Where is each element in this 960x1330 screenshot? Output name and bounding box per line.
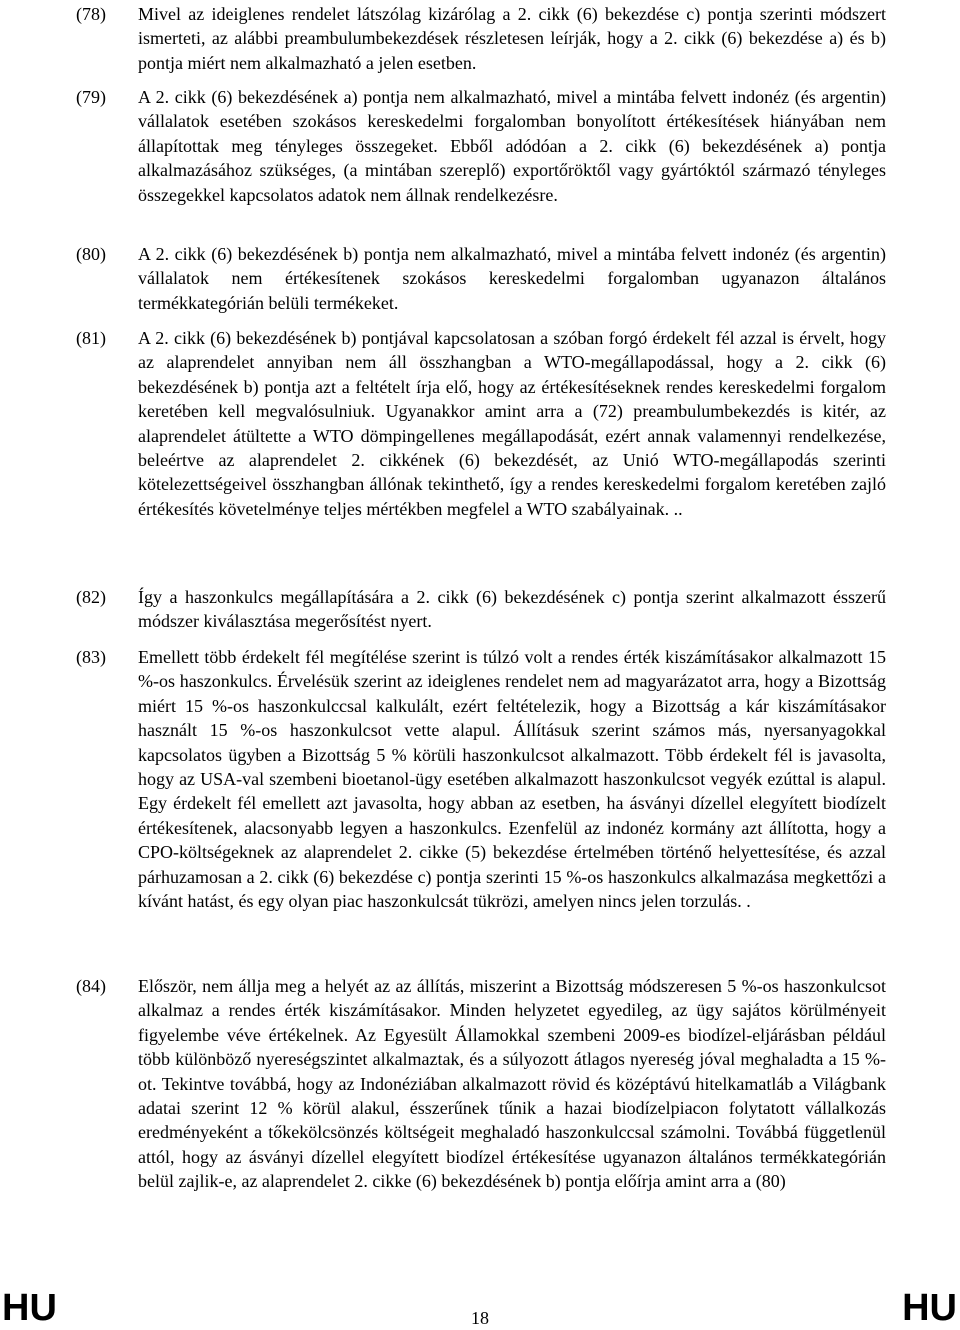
recital-text: A 2. cikk (6) bekezdésének b) pontjával kapcsolatosan a szóban forgó érdekelt fél azzal is érvelt, hogy az alaprendelet annyiban nem áll összhangban a WTO-megállapodással, hogy a 2. cikk (6) bekezdésének b) pontja azt a feltételt írja elő, hogy az értékesítéseknek rendes kereskedelmi forgalom keretében kell megvalósulniuk. Ugyanakkor amint arra a (72) preambulumbekezdés is kitér, az alaprendelet átültette a WTO dömpingellenes megállapodását, ezért annak valamennyi rendelkezése, beleértve az alaprendelet 2. cikkének (6) bekezdését, az Unió WTO-megállapodás szerinti kötelezettségeivel összhangban állónak tekinthető, így a rendes kereskedelmi forgalom keretében zajló értékesítés követelménye teljes mértékben megfelel a WTO szabályainak. .. bbox=[138, 328, 886, 519]
footer-language-label-left: HU bbox=[2, 1287, 57, 1329]
recital-text: Emellett több érdekelt fél megítélése szerint is túlzó volt a rendes érték kiszámításakor alkalmazott 15 %-os haszonkulcs. Érvelésük szerint az ideiglenes rendelet nem ad magyarázatot arra, hogy a Bizottság miért 15 %-os haszonkulccsal kalkulált, ezért feltételezik, hogy a Bizottság a kár kiszámításakor használt 15 %-os haszonkulcsot vette alapul. Állításuk szerint számos más, nyersanyagokkal kapcsolatos ügyben a Bizottság 5 % körüli haszonkulcsot alkalmazott. Több érdekelt fél is javasolta, hogy az USA-val szembeni bioetanol-ügy esetében alkalmazott haszonkulcsot vegyék ezúttal is alapul. Egy érdekelt fél emellett azt javasolta, hogy abban az esetben, ha ásványi dízellel elegyített biodízelt értékesítenek, alacsonyabb legyen a haszonkulcs. Ezenfelül az indonéz kormány azt állította, hogy a CPO-költségeknek az alaprendelet 2. cikke (5) bekezdése értelmében történő helyettesítése, és azzal párhuzamosan a 2. cikk (6) bekezdése c) pontja szerinti 15 %-os haszonkulcs alkalmazása megkettőzi a kívánt hatást, és egy olyan piac haszonkulcsát tükrözi, amelyen nincs jelen torzulás. . bbox=[138, 647, 886, 912]
recital-number: (83) bbox=[76, 647, 106, 667]
page-number: 18 bbox=[471, 1308, 489, 1328]
recital-number: (81) bbox=[76, 328, 106, 348]
recital-text: A 2. cikk (6) bekezdésének b) pontja nem alkalmazható, mivel a mintába felvett indonéz (és argentin) vállalatok nem értékesítenek szokásos kereskedelmi forgalomban ugyanazon általános termékkategórián belüli termékeket. bbox=[138, 244, 886, 313]
recital-number: (80) bbox=[76, 244, 106, 264]
recital-82 bbox=[76, 585, 886, 634]
recital-number: (79) bbox=[76, 87, 106, 107]
recital-79 bbox=[76, 85, 886, 207]
recital-81 bbox=[76, 326, 886, 521]
recital-number: (84) bbox=[76, 976, 106, 996]
footer-language-label-right: HU bbox=[902, 1287, 957, 1329]
recital-number: (82) bbox=[76, 587, 106, 607]
recital-number: (78) bbox=[76, 4, 106, 24]
recital-text: Így a haszonkulcs megállapítására a 2. cikk (6) bekezdésének c) pontja szerint alkalmazott ésszerű módszer kiválasztása megerősítést nyert. bbox=[138, 587, 886, 632]
recital-text: A 2. cikk (6) bekezdésének a) pontja nem alkalmazható, mivel a mintába felvett indonéz (és argentin) vállalatok esetében szokásos kereskedelmi forgalomban bonyolított értékesítések hiányában nem állapítottak meg tényleges összegeket. Ebből adódóan a 2. cikk (6) bekezdésének a) pontja alkalmazásához szükséges, (a mintában szereplő) exportőröktől vagy gyártóktól származó tényleges összegekkel kapcsolatos adatok nem állnak rendelkezésre. bbox=[138, 87, 886, 205]
recital-text: Mivel az ideiglenes rendelet látszólag kizárólag a 2. cikk (6) bekezdése c) pontja szerinti módszert ismerteti, az alábbi preambulumbekezdések részletesen leírják, hogy a 2. cikk (6) bekezdése a) és b) pontja miért nem alkalmazható a jelen esetben. bbox=[138, 4, 886, 73]
recital-text: Először, nem állja meg a helyét az az állítás, miszerint a Bizottság módszeresen 5 %-os haszonkulcsot alkalmaz a rendes érték kiszámításakor. Minden helyzetet egyedileg, az ügy sajátos körülményeit figyelembe véve értékelnek. Az Egyesült Államokkal szembeni 2009-es biodízel-eljárásban például több különböző nyereségszintet alkalmaztak, és a súlyozott átlagos nyereség jóval meghaladta a 15 %-ot. Tekintve továbbá, hogy az Indonéziában alkalmazott rövid és középtávú hitelkamatláb a Világbank adatai szerint 12 % körül alakul, ésszerűnek tűnik a hazai biodízelpiacon folytatott vállalkozás eredményeként a tőkekölcsönzés költségeit meghaladó haszonkulccsal számolni. Továbbá függetlenül attól, hogy az ásványi dízellel elegyített biodízel értékesítése ugyanazon általános termékkategórián belül zajlik-e, az alaprendelet 2. cikke (6) bekezdésének b) pontja előírja amint arra a (80) bbox=[138, 976, 886, 1192]
recital-80 bbox=[76, 242, 886, 315]
recital-78 bbox=[76, 2, 886, 75]
recital-84 bbox=[76, 974, 886, 1194]
recital-83 bbox=[76, 645, 886, 913]
